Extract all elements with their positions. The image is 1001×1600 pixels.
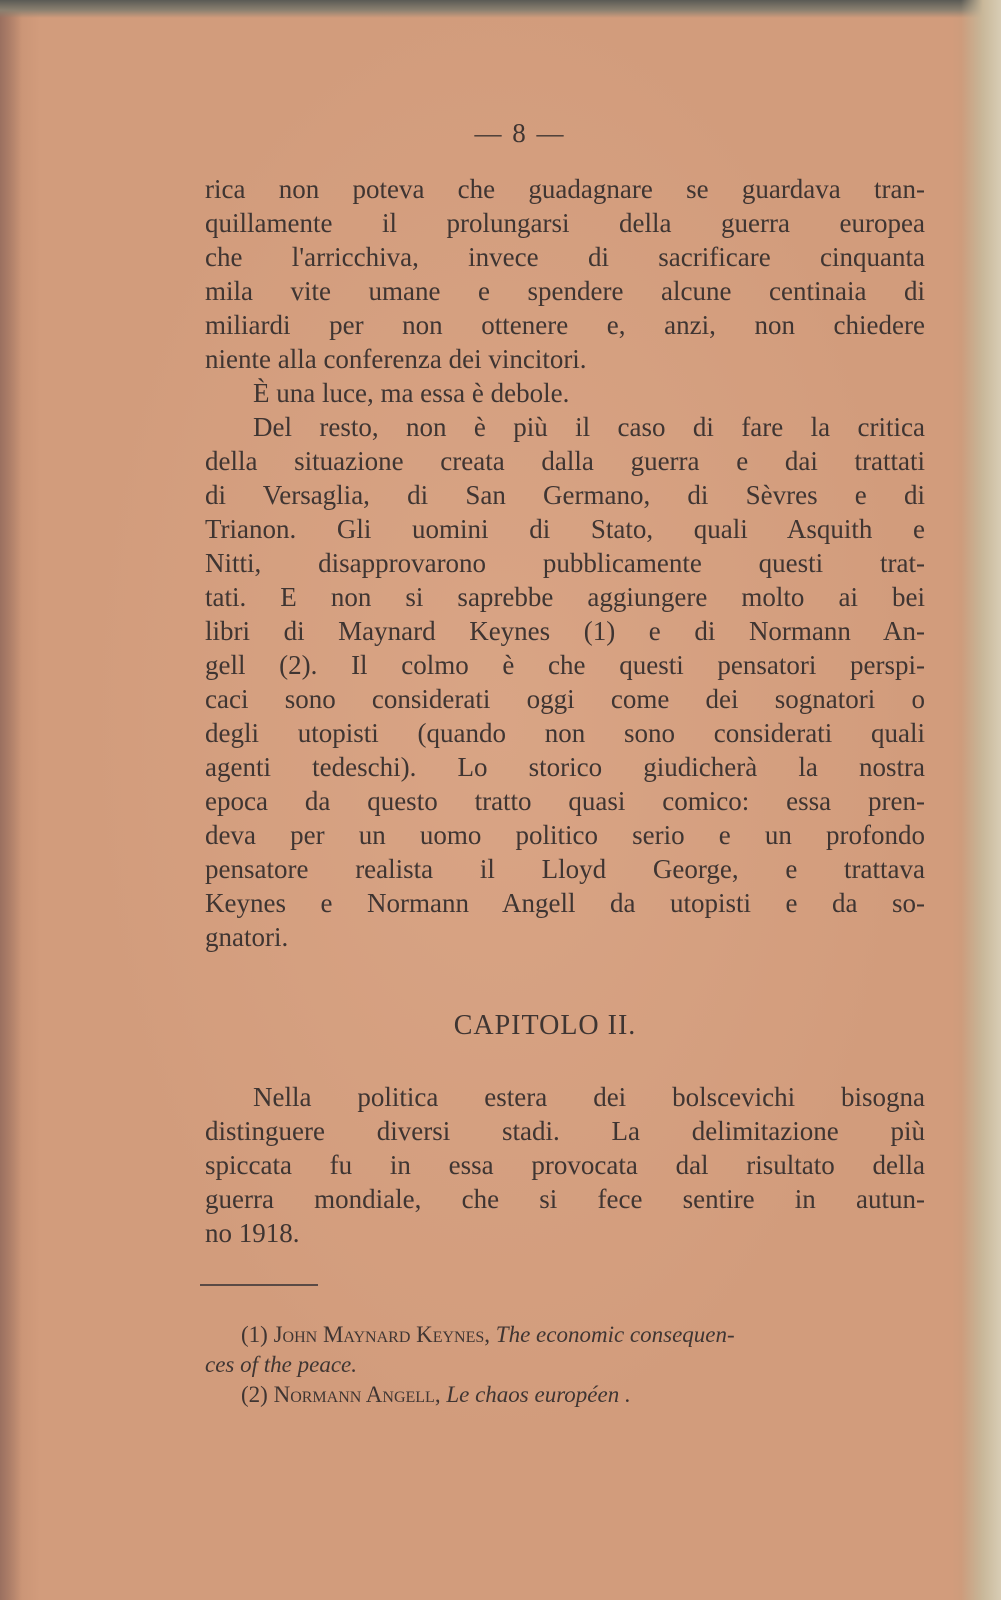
footnotes xyxy=(205,1320,925,1410)
text-line: di Versaglia, di San Germano, di Sèvres e di xyxy=(205,480,925,510)
footnote-rule xyxy=(200,1284,318,1286)
footnote-author: Normann Angell, xyxy=(273,1382,441,1407)
text-line: degli utopisti (quando non sono considerati quali xyxy=(205,718,925,748)
footnote-2 xyxy=(205,1380,925,1410)
text-line: Nitti, disapprovarono pubblicamente questi trat- xyxy=(205,548,925,578)
text-line: pensatore realista il Lloyd George, e trattava xyxy=(205,854,925,884)
text-line: epoca da questo tratto quasi comico: essa pren- xyxy=(205,786,925,816)
text-line: tati. E non si saprebbe aggiungere molto ai bei xyxy=(205,582,925,612)
text-line: guerra mondiale, che si fece sentire in autun- xyxy=(205,1184,925,1214)
text-line: che l'arricchiva, invece di sacrificare cinquanta xyxy=(205,242,925,272)
footnote-title: The economic consequen- xyxy=(495,1322,735,1347)
text-line: Trianon. Gli uomini di Stato, quali Asquith e xyxy=(205,514,925,544)
text-line: della situazione creata dalla guerra e dai trattati xyxy=(205,446,925,476)
text-line: agenti tedeschi). Lo storico giudicherà la nostra xyxy=(205,752,925,782)
text-line: gnatori. xyxy=(205,922,289,952)
text-line: quillamente il prolungarsi della guerra europea xyxy=(205,208,925,238)
text-line: libri di Maynard Keynes (1) e di Normann An- xyxy=(205,616,925,646)
text-line: deva per un uomo politico serio e un profondo xyxy=(205,820,925,850)
paragraph-1 xyxy=(205,172,925,954)
footnote-marker: (2) xyxy=(241,1382,268,1407)
text-line: È una luce, ma essa è debole. xyxy=(253,378,570,408)
footnote-1-continued xyxy=(205,1350,925,1380)
top-edge xyxy=(0,0,1001,18)
text-line: Keynes e Normann Angell da utopisti e da so- xyxy=(205,888,925,918)
text-line: rica non poteva che guadagnare se guardava tran- xyxy=(205,174,925,204)
footnote-title: Le chaos européen . xyxy=(446,1382,631,1407)
chapter-heading: CAPITOLO II. xyxy=(453,1010,637,1041)
text-line: Del resto, non è più il caso di fare la critica xyxy=(253,412,925,442)
text-line: gell (2). Il colmo è che questi pensatori perspi- xyxy=(205,650,925,680)
footnote-1 xyxy=(205,1320,925,1350)
text-line: caci sono considerati oggi come dei sognatori o xyxy=(205,684,925,714)
text-line: Nella politica estera dei bolscevichi bisogna xyxy=(253,1082,925,1112)
footnote-author: John Maynard Keynes, xyxy=(273,1322,491,1347)
right-edge xyxy=(961,0,1001,1600)
text-line: spiccata fu in essa provocata dal risultato della xyxy=(205,1150,925,1180)
left-shadow xyxy=(0,0,22,1600)
text-line: miliardi per non ottenere e, anzi, non chiedere xyxy=(205,310,925,340)
text-line: niente alla conferenza dei vincitori. xyxy=(205,344,587,374)
text-line: mila vite umane e spendere alcune centinaia di xyxy=(205,276,925,306)
paragraph-2 xyxy=(205,1080,925,1250)
text-line: distinguere diversi stadi. La delimitazione più xyxy=(205,1116,925,1146)
footnote-title: ces of the peace. xyxy=(205,1352,357,1377)
footnote-marker: (1) xyxy=(241,1322,268,1347)
page-number: — 8 — xyxy=(474,118,566,148)
text-line: no 1918. xyxy=(205,1218,300,1248)
